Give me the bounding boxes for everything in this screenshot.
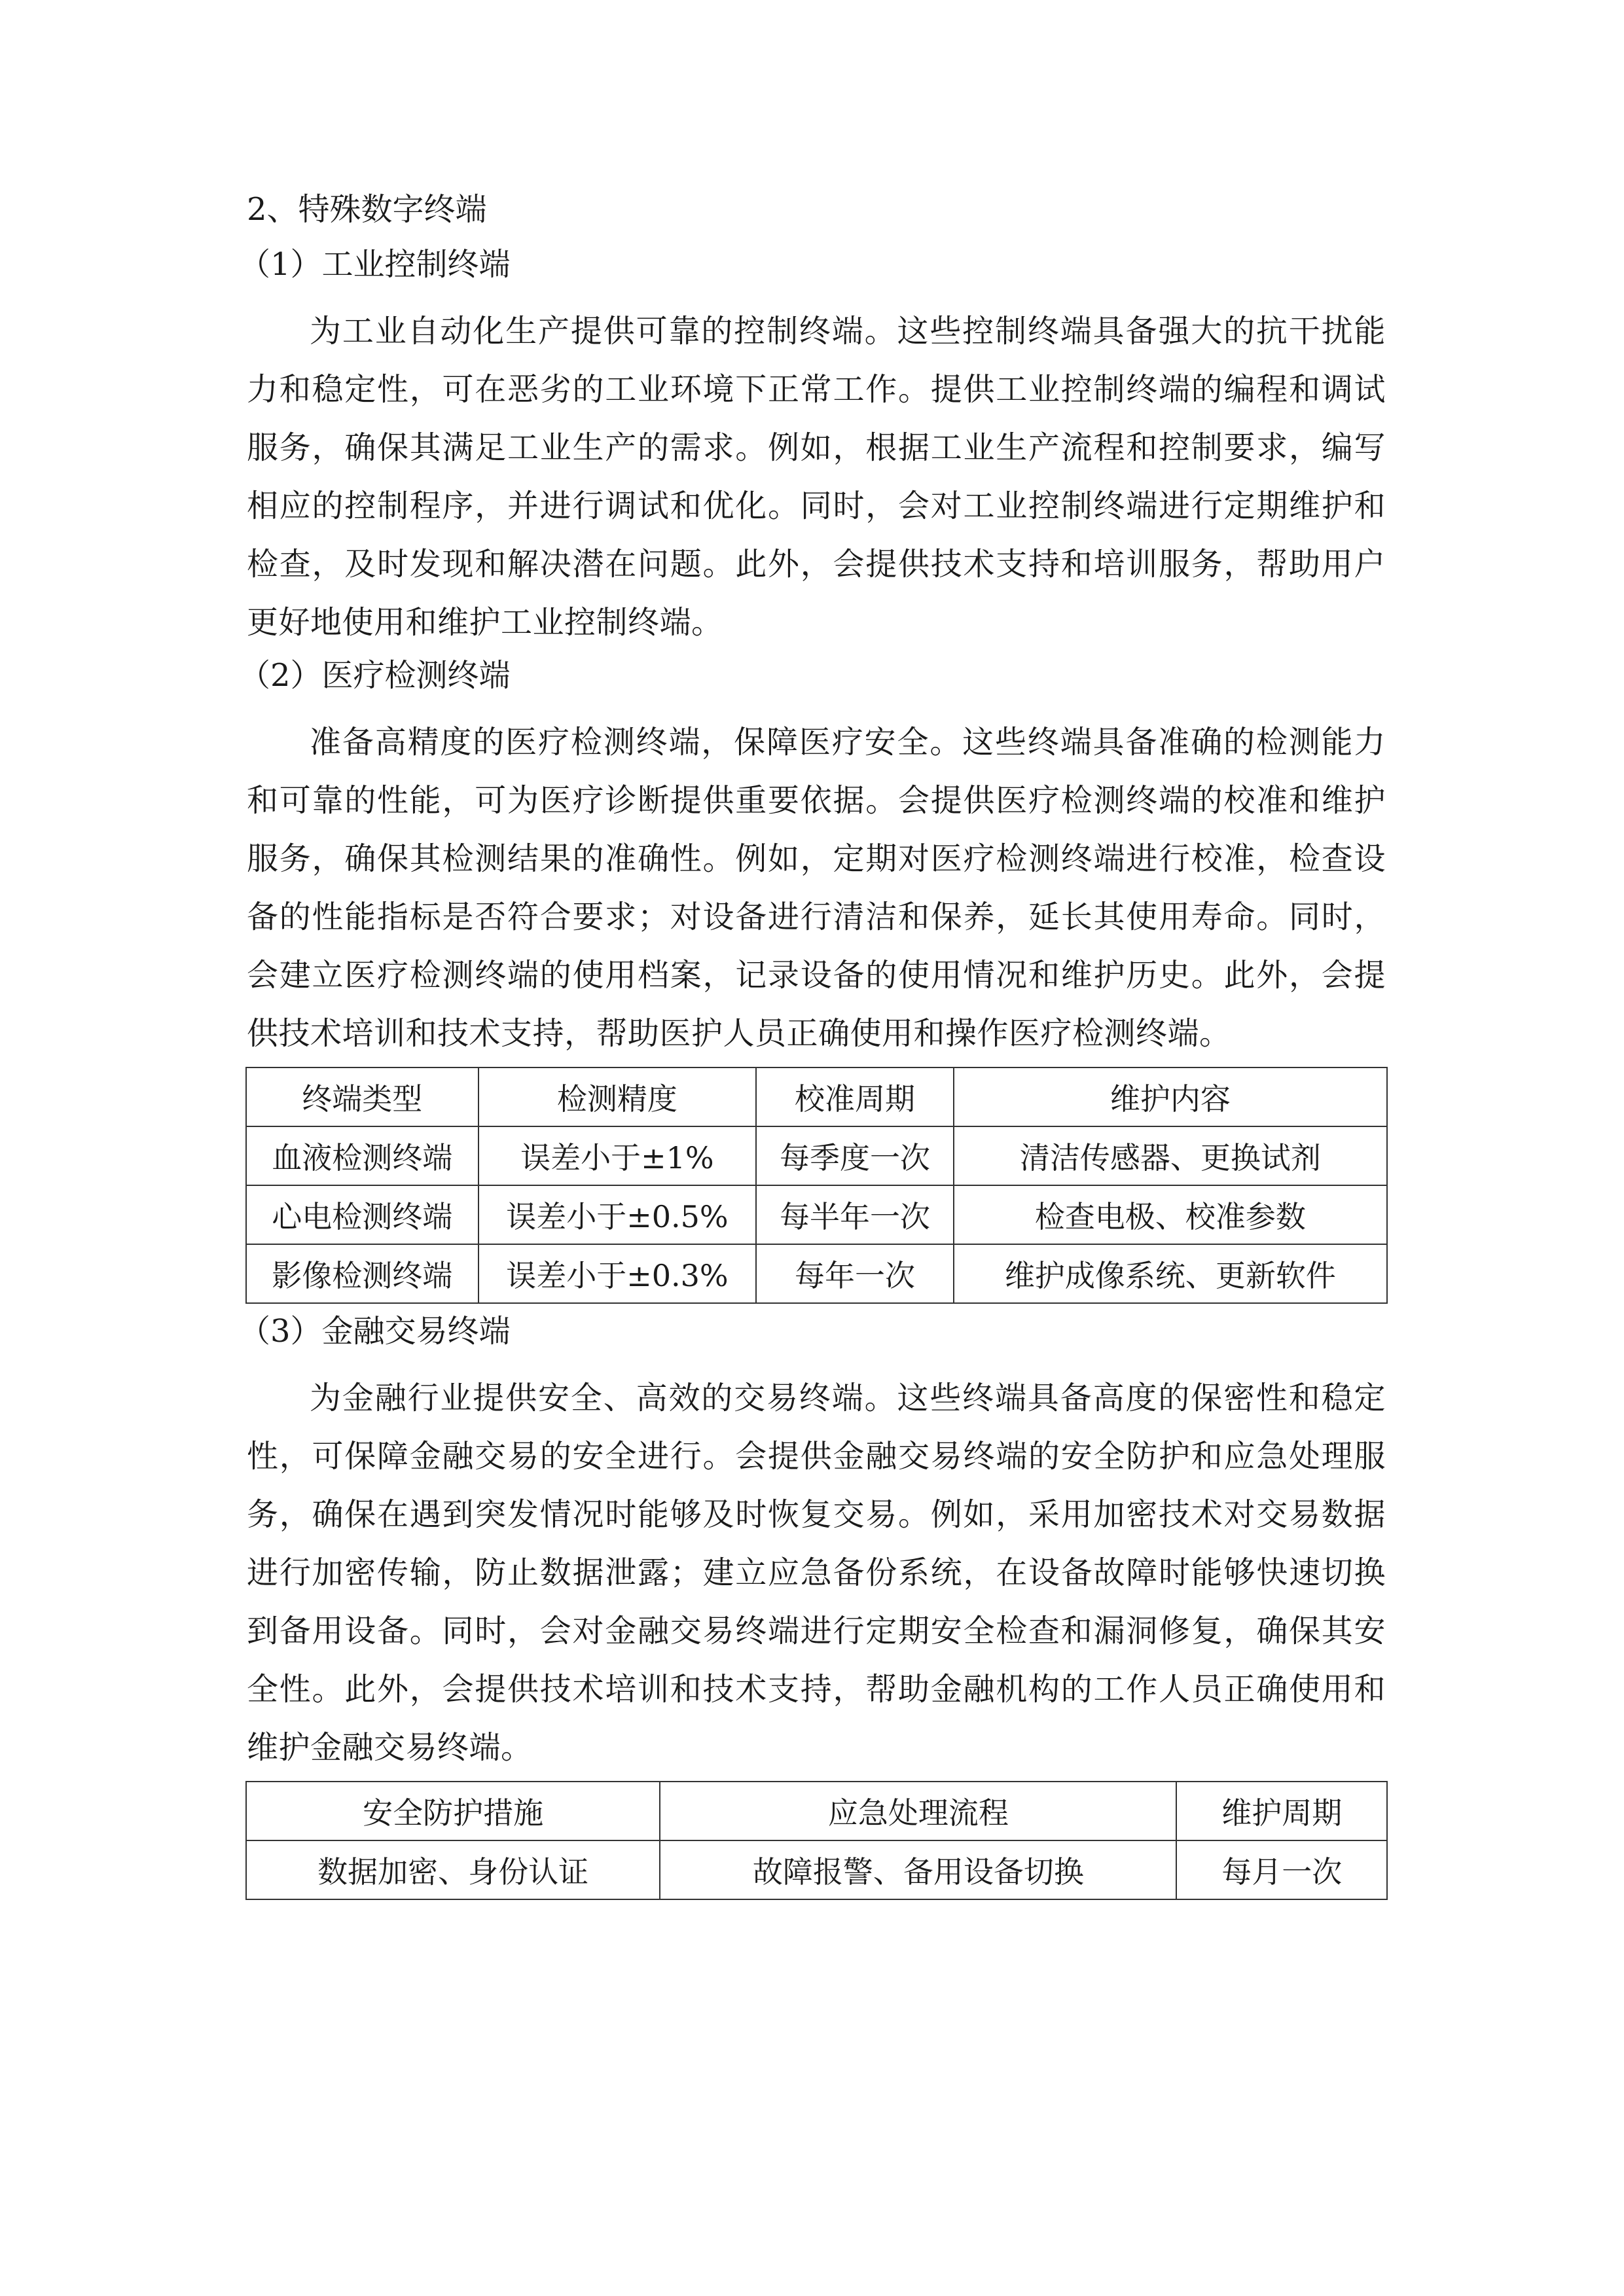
medical-terminal-paragraph: 准备高精度的医疗检测终端，保障医疗安全。这些终端具备准确的检测能力和可靠的性能，可为医疗诊断提供重要依据。会提供医疗检测终端的校准和维护服务，确保其检测结果的准确性。例如，定期对医疗检测终端进行校准，检查设备的性能指标是否符合要求；对设备进行清洁和保养，延长其使用寿命。同时，会建立医疗检测终端的使用档案，记录设备的使用情况和维护历史。此外，会提供技术培训和技术支持，帮助医护人员正确使用和操作医疗检测终端。 xyxy=(247,724,1386,1052)
financial-terminal-section xyxy=(247,1369,1386,1777)
table-header-cell: 应急处理流程 xyxy=(660,1782,1176,1840)
table-cell: 每月一次 xyxy=(1176,1840,1387,1899)
table-cell: 误差小于±1% xyxy=(478,1126,757,1185)
financial-terminal-paragraph: 为金融行业提供安全、高效的交易终端。这些终端具备高度的保密性和稳定性，可保障金融交易的安全进行。会提供金融交易终端的安全防护和应急处理服务，确保在遇到突发情况时能够及时恢复交易。例如，采用加密技术对交易数据进行加密传输，防止数据泄露；建立应急备份系统，在设备故障时能够快速切换到备用设备。同时，会对金融交易终端进行定期安全检查和漏洞修复，确保其安全性。此外，会提供技术培训和技术支持，帮助金融机构的工作人员正确使用和维护金融交易终端。 xyxy=(247,1380,1386,1766)
table-cell: 维护成像系统、更新软件 xyxy=(954,1244,1387,1303)
table-header-cell: 终端类型 xyxy=(246,1067,478,1126)
table-cell: 故障报警、备用设备切换 xyxy=(660,1840,1176,1899)
table-row xyxy=(246,1840,1387,1899)
medical-terminal-table xyxy=(245,1067,1388,1304)
table-cell: 影像检测终端 xyxy=(246,1244,478,1303)
table-cell: 每年一次 xyxy=(756,1244,954,1303)
table-cell: 误差小于±0.5% xyxy=(478,1185,757,1244)
financial-terminal-heading: （3）金融交易终端 xyxy=(239,1313,511,1350)
table-header-cell: 安全防护措施 xyxy=(246,1782,660,1840)
financial-terminal-table xyxy=(245,1781,1388,1900)
table-cell: 检查电极、校准参数 xyxy=(954,1185,1387,1244)
table-header-row xyxy=(246,1067,1387,1126)
document-page xyxy=(239,190,1386,1900)
table-cell: 清洁传感器、更换试剂 xyxy=(954,1126,1387,1185)
table-row xyxy=(246,1126,1387,1185)
table-row xyxy=(246,1185,1387,1244)
table-cell: 误差小于±0.3% xyxy=(478,1244,757,1303)
table-row xyxy=(246,1244,1387,1303)
industrial-terminal-heading: （1）工业控制终端 xyxy=(239,246,511,283)
table-header-cell: 校准周期 xyxy=(756,1067,954,1126)
industrial-terminal-section xyxy=(247,302,1386,652)
medical-terminal-heading: （2）医疗检测终端 xyxy=(239,657,511,694)
industrial-terminal-paragraph: 为工业自动化生产提供可靠的控制终端。这些控制终端具备强大的抗干扰能力和稳定性，可在恶劣的工业环境下正常工作。提供工业控制终端的编程和调试服务，确保其满足工业生产的需求。例如，根据工业生产流程和控制要求，编写相应的控制程序，并进行调试和优化。同时，会对工业控制终端进行定期维护和检查，及时发现和解决潜在问题。此外，会提供技术支持和培训服务，帮助用户更好地使用和维护工业控制终端。 xyxy=(247,313,1386,641)
table-cell: 每半年一次 xyxy=(756,1185,954,1244)
table-header-cell: 维护内容 xyxy=(954,1067,1387,1126)
table-cell: 血液检测终端 xyxy=(246,1126,478,1185)
medical-terminal-section xyxy=(247,713,1386,1063)
table-header-cell: 检测精度 xyxy=(478,1067,757,1126)
table-cell: 每季度一次 xyxy=(756,1126,954,1185)
section-heading: 2、特殊数字终端 xyxy=(247,191,487,228)
table-cell: 数据加密、身份认证 xyxy=(246,1840,660,1899)
table-cell: 心电检测终端 xyxy=(246,1185,478,1244)
table-header-row xyxy=(246,1782,1387,1840)
table-header-cell: 维护周期 xyxy=(1176,1782,1387,1840)
